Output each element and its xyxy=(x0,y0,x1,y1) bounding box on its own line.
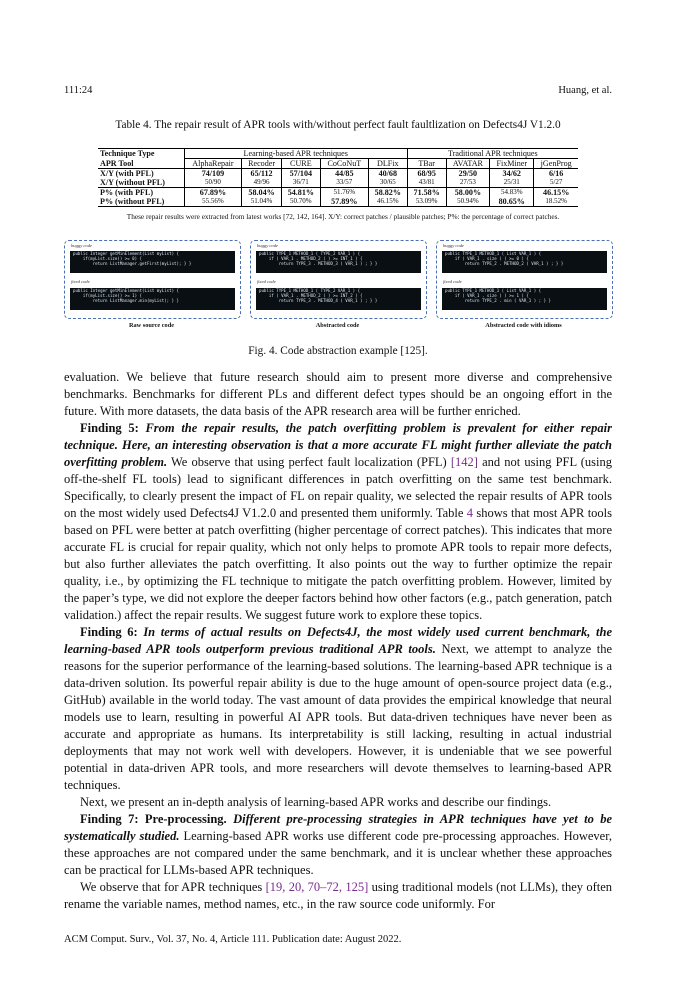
buggy-code-block xyxy=(70,251,235,273)
idiom-code-panel xyxy=(436,240,613,319)
table-cell: 50.70% xyxy=(281,197,320,207)
table-row xyxy=(98,169,578,179)
table-row xyxy=(98,197,578,207)
tool-header: Recoder xyxy=(242,159,282,169)
figure-caption: Fig. 4. Code abstraction example [125]. xyxy=(248,345,428,357)
fixed-label: fixed code xyxy=(71,279,90,284)
table-cell: 36/71 xyxy=(281,178,320,188)
table-cell: 18.52% xyxy=(534,197,578,207)
buggy-code-block xyxy=(442,251,607,273)
tool-header: TBar xyxy=(407,159,446,169)
row-label: X/Y (without PFL) xyxy=(98,178,184,188)
table-cell: 33/57 xyxy=(320,178,368,188)
table-row xyxy=(98,178,578,188)
table-cell: 6/16 xyxy=(534,169,578,179)
table-cell: 58.82% xyxy=(368,188,407,198)
table-cell: 53.09% xyxy=(407,197,446,207)
apr-tool-header: APR Tool xyxy=(98,159,184,169)
fixed-label: fixed code xyxy=(443,279,462,284)
buggy-label: buggy code xyxy=(71,243,93,248)
paragraph: evaluation. We believe that future research should aim to present more diverse and comprehensive benchmarks. Benchmarks for different PLs and different defect types should be an ongoing effort in the future. With more datasets, the data basis of the APR research area will be further enriched. xyxy=(64,370,612,418)
table-cell: 67.89% xyxy=(184,188,242,198)
panel-caption: Abstracted code with idioms xyxy=(485,322,562,329)
code-abstraction-figure xyxy=(64,240,612,338)
paragraph xyxy=(64,879,612,913)
text-run: Next, we attempt to analyze the reasons for the superior performance of the learning-based solutions. The learning-based APR technique is a data-driven solution. Its powerful repair ability is due to the huge amount of open-source project data (e.g., GitHub) available in the world today. The vast amount of data provides the empirical knowledge that neural models use to learn, resulting in powerful AI APR tools. But data-driven techniques have never been as accurate and appropriate as humans. Its interpretability is still lacking, resulting in actual industrial deployments that may not work well with developers. However, it is undeniable that we see powerful potential in data-driven APR tools, and more researchers will devote themselves to learning-based APR techniques. xyxy=(64,642,613,792)
repair-results-table xyxy=(98,148,578,207)
table-cell: 30/65 xyxy=(368,178,407,188)
table-cell: 50.94% xyxy=(446,197,490,207)
code-line: public TYPE_1 METHOD_1 ( List VAR_1 ) { xyxy=(445,288,542,293)
finding-5 xyxy=(64,420,612,624)
panel-caption: Abstracted code xyxy=(315,322,360,329)
tool-header: FixMiner xyxy=(490,159,534,169)
table-cell: 65/112 xyxy=(242,169,282,179)
raw-code-panel xyxy=(64,240,241,319)
row-label: P% (with PFL) xyxy=(98,188,184,198)
code-line: if(myList.size() >= 1) { xyxy=(73,293,143,299)
table-row xyxy=(98,188,578,198)
panel-caption: Raw source code xyxy=(128,322,174,329)
table-cell: 49/96 xyxy=(242,178,282,188)
buggy-label: buggy code xyxy=(443,243,465,248)
code-line: return TYPE_3 . METHOD_3 ( VAR_1 ) ; } } xyxy=(259,261,378,267)
table-cell: 71.58% xyxy=(407,188,446,198)
finding-label: Finding 5: xyxy=(80,421,139,435)
table-cell: 34/62 xyxy=(490,169,534,179)
table-cell: 57/104 xyxy=(281,169,320,179)
table-cell: 51.76% xyxy=(320,188,368,198)
body-text xyxy=(64,369,612,913)
tool-header: AlphaRepair xyxy=(184,159,242,169)
code-line: public TYPE_1 METHOD_1 ( List VAR_1 ) { xyxy=(445,251,542,256)
table-cell: 46.15% xyxy=(534,188,578,198)
table-cell: 68/95 xyxy=(407,169,446,179)
fixed-code-block xyxy=(256,288,421,310)
running-header xyxy=(64,85,612,99)
text-run: We observe that using perfect fault localization (PFL) xyxy=(171,455,447,469)
code-line: if ( VAR_1 . size ( ) >= 1 ) { xyxy=(445,293,529,299)
fixed-code-block xyxy=(442,288,607,310)
table-cell: 57.89% xyxy=(320,197,368,207)
code-line: return TYPE_2 . min ( VAR_1 ) ; } } xyxy=(445,298,551,304)
table-cell: 51.04% xyxy=(242,197,282,207)
finding-label: Finding 6: xyxy=(80,625,138,639)
citation-link[interactable]: [142] xyxy=(450,455,478,469)
code-line: public Integer getMinElement(List myList) { xyxy=(73,288,179,293)
code-line: if ( VAR_1 . METHOD_2 ( ) >= INT_1 ) { xyxy=(259,256,363,262)
table-cell: 5/27 xyxy=(549,178,563,186)
table-cell: 54.83% xyxy=(490,188,534,198)
table-cell: 58.04% xyxy=(242,188,282,198)
code-line: if(myList.size() >= 0) { xyxy=(73,256,143,262)
traditional-group-header: Traditional APR techniques xyxy=(407,149,578,159)
finding-6 xyxy=(64,624,612,794)
code-line: public TYPE_1 METHOD_1 ( TYPE_2 VAR_1 ) { xyxy=(259,288,361,293)
table-cell: 58.00% xyxy=(446,188,490,198)
page-footer: ACM Comput. Surv., Vol. 37, No. 4, Article 111. Publication date: August 2022. xyxy=(64,934,402,945)
text-run: Learning-based APR works use different code pre-processing approaches. However, these approaches are not compared under the same benchmark, and it is unclear whether these approaches can be practical for LLMs-based APR techniques. xyxy=(64,829,613,877)
code-line: return TYPE_2 . METHOD_2 ( VAR_1 ) ; } } xyxy=(445,261,564,267)
code-line: return TYPE_3 . METHOD_4 ( VAR_1 ) ; } } xyxy=(259,298,378,304)
table-cell: 25/31 xyxy=(490,178,534,188)
table-cell: 55.56% xyxy=(184,197,242,207)
table-cell: 46.15% xyxy=(368,197,407,207)
technique-type-header: Technique Type xyxy=(98,149,184,159)
text-run: shows that most APR tools based on PFL were better at patch overfitting (higher percentage of correct patches). This indicates that more accurate FL is crucial for repair quality, which not only helps to promote APR tools to repair more defects, but also further alleviates the patch overfitting. It also points out the way to further optimize the repair quality, i.e., by optimizing the FL technique to mitigate the patch overfitting problem. However, limited by the paper’s type, we did not explore the deeper factors behind how other factors (e.g., patch generation, patch validation.) affect the repair results. We suggest future work to explore these topics. xyxy=(64,506,613,622)
page-number: 111:24 xyxy=(64,85,93,96)
text-run: using traditional models (not LLMs), they often rename the variable names, method names, etc., in the raw source code uniformly. For xyxy=(64,880,612,911)
running-authors: Huang, et al. xyxy=(558,85,612,96)
table-cell: 27/53 xyxy=(446,178,490,188)
code-line: if ( VAR_1 . size ( ) >= 0 ) { xyxy=(445,256,529,262)
text-run: We observe that for APR techniques xyxy=(80,880,263,894)
fixed-label: fixed code xyxy=(257,279,276,284)
tool-header: DLFix xyxy=(368,159,407,169)
finding-7 xyxy=(64,811,612,879)
code-line: public TYPE_1 METHOD_1 ( TYPE_2 VAR_1 ) { xyxy=(259,251,361,256)
fixed-code-block xyxy=(70,288,235,310)
finding-claim: In terms of actual results on Defects4J, the most widely used current benchmark, the learning-based APR tools outperform previous traditional APR tools. xyxy=(64,625,612,656)
tool-header: CoCoNuT xyxy=(320,159,368,169)
table-cell: 40/68 xyxy=(368,169,407,179)
code-line: return ListManager.min(myList); } } xyxy=(73,298,179,304)
finding-claim: From the repair results, the patch overfitting problem is prevalent for either repair technique. Here, an interesting observation is that a more accurate FL might further alleviate the patch overfitting problem. xyxy=(64,421,613,469)
table-cell: 74/109 xyxy=(184,169,242,179)
table-ref-link[interactable]: 4 xyxy=(466,506,474,520)
table-cell: 43/81 xyxy=(407,178,446,188)
table-cell: 80.65% xyxy=(490,197,534,207)
tool-header: CURE xyxy=(281,159,320,169)
finding-claim: Different pre-processing strategies in APR techniques have yet to be systematically studied. xyxy=(64,812,613,843)
table-cell: 54.81% xyxy=(281,188,320,198)
buggy-label: buggy code xyxy=(257,243,279,248)
table-note: These repair results were extracted from latest works [72, 142, 164]. X/Y: correct patches / plausible patches; P%: the percentage of correct patches. xyxy=(126,212,560,221)
abstracted-code-panel xyxy=(250,240,427,319)
table-cell: 50/90 xyxy=(184,178,242,188)
code-line: return ListManager.getFirst(myList); } } xyxy=(73,261,192,267)
table-caption: Table 4. The repair result of APR tools with/without perfect fault faultlization on Defects4J V1.2.0 xyxy=(115,119,561,131)
code-line: if ( VAR_1 . METHOD_2 ( ) >= INT_2 ) { xyxy=(259,293,363,299)
row-label: X/Y (with PFL) xyxy=(98,169,184,179)
text-run: and not using PFL (using off-the-shelf FL tools) lead to significant differences in patch overfitting on the same test benchmark. Specifically, to clearly present the impact of FL on repair quality, we selected the repair results of APR tools on the most widely used Defects4J V1.2.0 and presented them uniformly. Table xyxy=(64,455,613,520)
finding-label: Finding 7: Pre-processing. xyxy=(80,812,227,826)
row-label: P% (without PFL) xyxy=(98,197,184,207)
citation-link[interactable]: [19, 20, 70–72, 125] xyxy=(265,880,369,894)
code-line: public Integer getMinElement(List myList) { xyxy=(73,251,179,256)
buggy-code-block xyxy=(256,251,421,273)
paragraph: Next, we present an in-depth analysis of learning-based APR works and describe our findings. xyxy=(80,795,552,809)
tool-header: jGenProg xyxy=(540,159,572,168)
tool-header: AVATAR xyxy=(446,159,490,169)
learning-group-header: Learning-based APR techniques xyxy=(184,149,407,159)
table-cell: 44/85 xyxy=(320,169,368,179)
table-cell: 29/50 xyxy=(446,169,490,179)
